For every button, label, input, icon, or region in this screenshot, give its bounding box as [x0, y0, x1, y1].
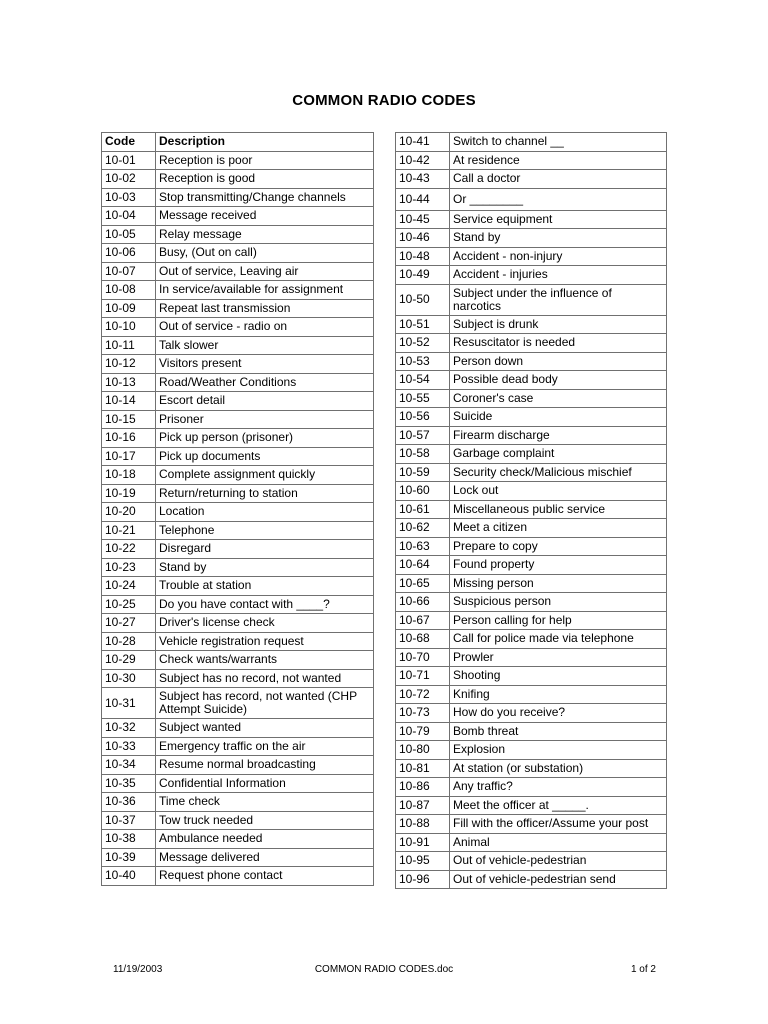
code-cell: 10-88 [396, 815, 450, 834]
description-cell: Meet a citizen [450, 519, 667, 538]
table-row [396, 556, 667, 575]
code-cell: 10-71 [396, 667, 450, 686]
code-cell: 10-22 [102, 540, 156, 559]
code-cell: 10-16 [102, 429, 156, 448]
table-row [396, 611, 667, 630]
codes-table-left [101, 132, 374, 886]
code-cell: 10-87 [396, 796, 450, 815]
table-row [102, 503, 374, 522]
table-row [396, 833, 667, 852]
description-cell: Pick up documents [156, 447, 374, 466]
table-row [102, 207, 374, 226]
table-row [102, 429, 374, 448]
description-cell: Fill with the officer/Assume your post [450, 815, 667, 834]
code-cell: 10-70 [396, 648, 450, 667]
table-row [102, 688, 374, 719]
code-cell: 10-56 [396, 408, 450, 427]
description-cell: Out of vehicle-pedestrian [450, 852, 667, 871]
description-cell: Accident - injuries [450, 266, 667, 285]
description-cell: Resume normal broadcasting [156, 756, 374, 775]
description-cell: Out of service - radio on [156, 318, 374, 337]
description-cell: Request phone contact [156, 867, 374, 886]
code-cell: 10-38 [102, 830, 156, 849]
table-row [396, 648, 667, 667]
description-cell: Prisoner [156, 410, 374, 429]
page-title: COMMON RADIO CODES [292, 92, 476, 109]
table-row [102, 651, 374, 670]
code-cell: 10-29 [102, 651, 156, 670]
code-cell: 10-34 [102, 756, 156, 775]
code-cell: 10-37 [102, 811, 156, 830]
description-cell: Message delivered [156, 848, 374, 867]
table-row [396, 408, 667, 427]
code-cell: 10-25 [102, 595, 156, 614]
code-cell: 10-61 [396, 500, 450, 519]
description-cell: Out of service, Leaving air [156, 262, 374, 281]
code-cell: 10-33 [102, 737, 156, 756]
code-cell: 10-10 [102, 318, 156, 337]
description-cell: Accident - non-injury [450, 247, 667, 266]
description-cell: Emergency traffic on the air [156, 737, 374, 756]
description-cell: Talk slower [156, 336, 374, 355]
table-row [102, 170, 374, 189]
table-row [102, 867, 374, 886]
footer-page-number: 1 of 2 [630, 964, 656, 975]
table-row [102, 466, 374, 485]
table-row [102, 447, 374, 466]
table-row [396, 352, 667, 371]
table-row [396, 463, 667, 482]
table-row [396, 870, 667, 889]
code-cell: 10-41 [396, 133, 450, 152]
description-cell: Location [156, 503, 374, 522]
description-cell: Do you have contact with ____? [156, 595, 374, 614]
description-cell: Out of vehicle-pedestrian send [450, 870, 667, 889]
table-row [396, 815, 667, 834]
table-row [396, 759, 667, 778]
table-row [102, 848, 374, 867]
description-cell: Driver's license check [156, 614, 374, 633]
code-cell: 10-05 [102, 225, 156, 244]
code-cell: 10-03 [102, 188, 156, 207]
description-cell: Visitors present [156, 355, 374, 374]
description-cell: Lock out [450, 482, 667, 501]
description-cell: Check wants/warrants [156, 651, 374, 670]
table-row [396, 315, 667, 334]
table-row [102, 484, 374, 503]
description-cell: How do you receive? [450, 704, 667, 723]
code-cell: 10-09 [102, 299, 156, 318]
description-cell: Animal [450, 833, 667, 852]
table-row [102, 632, 374, 651]
code-cell: 10-07 [102, 262, 156, 281]
code-cell: 10-64 [396, 556, 450, 575]
code-cell: 10-50 [396, 284, 450, 315]
table-row [102, 188, 374, 207]
code-cell: 10-42 [396, 151, 450, 170]
table-row [396, 371, 667, 390]
table-row [396, 426, 667, 445]
description-cell: Meet the officer at _____. [450, 796, 667, 815]
code-cell: 10-35 [102, 774, 156, 793]
description-cell: Repeat last transmission [156, 299, 374, 318]
description-cell: Vehicle registration request [156, 632, 374, 651]
table-row [102, 737, 374, 756]
description-cell: Possible dead body [450, 371, 667, 390]
table-row [396, 593, 667, 612]
table-row [102, 244, 374, 263]
code-cell: 10-95 [396, 852, 450, 871]
code-cell: 10-20 [102, 503, 156, 522]
table-row [102, 719, 374, 738]
table-row [102, 336, 374, 355]
table-row [396, 574, 667, 593]
description-cell: Time check [156, 793, 374, 812]
code-cell: 10-23 [102, 558, 156, 577]
description-cell: Shooting [450, 667, 667, 686]
description-cell: Ambulance needed [156, 830, 374, 849]
description-cell: Pick up person (prisoner) [156, 429, 374, 448]
description-cell: Stop transmitting/Change channels [156, 188, 374, 207]
table-row [102, 355, 374, 374]
description-cell: Message received [156, 207, 374, 226]
description-cell: Found property [450, 556, 667, 575]
code-cell: 10-53 [396, 352, 450, 371]
table-row [102, 614, 374, 633]
code-cell: 10-40 [102, 867, 156, 886]
code-cell: 10-06 [102, 244, 156, 263]
table-row [396, 704, 667, 723]
description-cell: Call a doctor [450, 170, 667, 189]
table-row [396, 133, 667, 152]
description-cell: Or ________ [450, 188, 667, 210]
description-cell: Explosion [450, 741, 667, 760]
description-cell: Trouble at station [156, 577, 374, 596]
description-cell: Switch to channel __ [450, 133, 667, 152]
description-cell: Subject is drunk [450, 315, 667, 334]
table-row [102, 830, 374, 849]
code-cell: 10-44 [396, 188, 450, 210]
code-cell: 10-45 [396, 210, 450, 229]
description-cell: Person down [450, 352, 667, 371]
description-cell: Reception is good [156, 170, 374, 189]
code-cell: 10-04 [102, 207, 156, 226]
description-cell: At residence [450, 151, 667, 170]
table-row [396, 389, 667, 408]
table-row [396, 247, 667, 266]
code-cell: 10-18 [102, 466, 156, 485]
footer-date: 11/19/2003 [113, 964, 163, 975]
code-cell: 10-60 [396, 482, 450, 501]
table-row [396, 796, 667, 815]
table-row [102, 811, 374, 830]
footer-filename: COMMON RADIO CODES.doc [314, 964, 454, 975]
description-cell: Bomb threat [450, 722, 667, 741]
code-cell: 10-96 [396, 870, 450, 889]
description-cell: Reception is poor [156, 151, 374, 170]
table-row [102, 318, 374, 337]
description-cell: Call for police made via telephone [450, 630, 667, 649]
code-cell: 10-27 [102, 614, 156, 633]
table-row [396, 778, 667, 797]
description-cell: Telephone [156, 521, 374, 540]
description-cell: Relay message [156, 225, 374, 244]
table-row [102, 299, 374, 318]
code-cell: 10-01 [102, 151, 156, 170]
table-row [102, 595, 374, 614]
table-header-row [102, 133, 374, 152]
code-cell: 10-54 [396, 371, 450, 390]
code-cell: 10-51 [396, 315, 450, 334]
code-cell: 10-49 [396, 266, 450, 285]
code-cell: 10-12 [102, 355, 156, 374]
table-row [102, 262, 374, 281]
table-row [102, 577, 374, 596]
code-cell: 10-86 [396, 778, 450, 797]
table-row [102, 521, 374, 540]
description-cell: Knifing [450, 685, 667, 704]
table-row [396, 210, 667, 229]
description-cell: Road/Weather Conditions [156, 373, 374, 392]
description-cell: Prowler [450, 648, 667, 667]
description-cell: Return/returning to station [156, 484, 374, 503]
code-cell: 10-66 [396, 593, 450, 612]
table-row [102, 281, 374, 300]
code-cell: 10-52 [396, 334, 450, 353]
table-row [102, 225, 374, 244]
description-cell: Stand by [450, 229, 667, 248]
description-cell: Escort detail [156, 392, 374, 411]
table-row [102, 774, 374, 793]
table-row [396, 685, 667, 704]
description-cell: Tow truck needed [156, 811, 374, 830]
description-cell: Service equipment [450, 210, 667, 229]
code-cell: 10-36 [102, 793, 156, 812]
code-cell: 10-79 [396, 722, 450, 741]
code-cell: 10-81 [396, 759, 450, 778]
code-cell: 10-80 [396, 741, 450, 760]
description-cell: Missing person [450, 574, 667, 593]
code-cell: 10-55 [396, 389, 450, 408]
code-cell: 10-43 [396, 170, 450, 189]
code-cell: 10-73 [396, 704, 450, 723]
code-cell: 10-14 [102, 392, 156, 411]
code-cell: 10-32 [102, 719, 156, 738]
description-cell: Complete assignment quickly [156, 466, 374, 485]
table-row [396, 722, 667, 741]
code-cell: 10-63 [396, 537, 450, 556]
description-cell: Suspicious person [450, 593, 667, 612]
table-row [396, 188, 667, 210]
code-cell: 10-17 [102, 447, 156, 466]
code-cell: 10-58 [396, 445, 450, 464]
table-row [396, 500, 667, 519]
code-cell: 10-46 [396, 229, 450, 248]
table-row [102, 410, 374, 429]
code-cell: 10-31 [102, 688, 156, 719]
description-cell: At station (or substation) [450, 759, 667, 778]
code-cell: 10-08 [102, 281, 156, 300]
table-row [396, 229, 667, 248]
table-row [102, 756, 374, 775]
table-row [396, 284, 667, 315]
code-cell: 10-13 [102, 373, 156, 392]
code-cell: 10-11 [102, 336, 156, 355]
table-row [396, 667, 667, 686]
description-cell: Suicide [450, 408, 667, 427]
table-row [102, 669, 374, 688]
table-row [102, 373, 374, 392]
description-cell: Security check/Malicious mischief [450, 463, 667, 482]
description-cell: Subject under the influence of narcotics [450, 284, 667, 315]
table-row [396, 151, 667, 170]
description-cell: Garbage complaint [450, 445, 667, 464]
description-cell: Firearm discharge [450, 426, 667, 445]
code-cell: 10-62 [396, 519, 450, 538]
code-cell: 10-67 [396, 611, 450, 630]
code-cell: 10-39 [102, 848, 156, 867]
description-cell: Person calling for help [450, 611, 667, 630]
code-cell: 10-48 [396, 247, 450, 266]
table-row [102, 540, 374, 559]
code-cell: 10-57 [396, 426, 450, 445]
code-cell: 10-28 [102, 632, 156, 651]
table-row [396, 266, 667, 285]
code-cell: 10-91 [396, 833, 450, 852]
table-row [102, 392, 374, 411]
table-row [396, 334, 667, 353]
description-cell: Prepare to copy [450, 537, 667, 556]
description-cell: Subject wanted [156, 719, 374, 738]
description-cell: Subject has record, not wanted (CHP Attempt Suicide) [156, 688, 374, 719]
table-row [396, 482, 667, 501]
table-row [396, 741, 667, 760]
code-cell: 10-19 [102, 484, 156, 503]
table-row [102, 558, 374, 577]
code-cell: 10-65 [396, 574, 450, 593]
description-cell: Busy, (Out on call) [156, 244, 374, 263]
description-column-header: Description [156, 133, 374, 152]
table-row [396, 630, 667, 649]
codes-table-right [395, 132, 667, 889]
code-cell: 10-21 [102, 521, 156, 540]
code-cell: 10-30 [102, 669, 156, 688]
description-cell: Miscellaneous public service [450, 500, 667, 519]
description-cell: Subject has no record, not wanted [156, 669, 374, 688]
code-cell: 10-24 [102, 577, 156, 596]
table-row [102, 151, 374, 170]
code-column-header: Code [102, 133, 156, 152]
table-row [396, 852, 667, 871]
table-row [396, 445, 667, 464]
table-row [396, 519, 667, 538]
description-cell: In service/available for assignment [156, 281, 374, 300]
code-cell: 10-59 [396, 463, 450, 482]
description-cell: Disregard [156, 540, 374, 559]
description-cell: Any traffic? [450, 778, 667, 797]
code-cell: 10-02 [102, 170, 156, 189]
description-cell: Coroner's case [450, 389, 667, 408]
code-cell: 10-15 [102, 410, 156, 429]
table-row [102, 793, 374, 812]
description-cell: Resuscitator is needed [450, 334, 667, 353]
code-cell: 10-68 [396, 630, 450, 649]
table-row [396, 170, 667, 189]
table-row [396, 537, 667, 556]
description-cell: Confidential Information [156, 774, 374, 793]
code-cell: 10-72 [396, 685, 450, 704]
description-cell: Stand by [156, 558, 374, 577]
